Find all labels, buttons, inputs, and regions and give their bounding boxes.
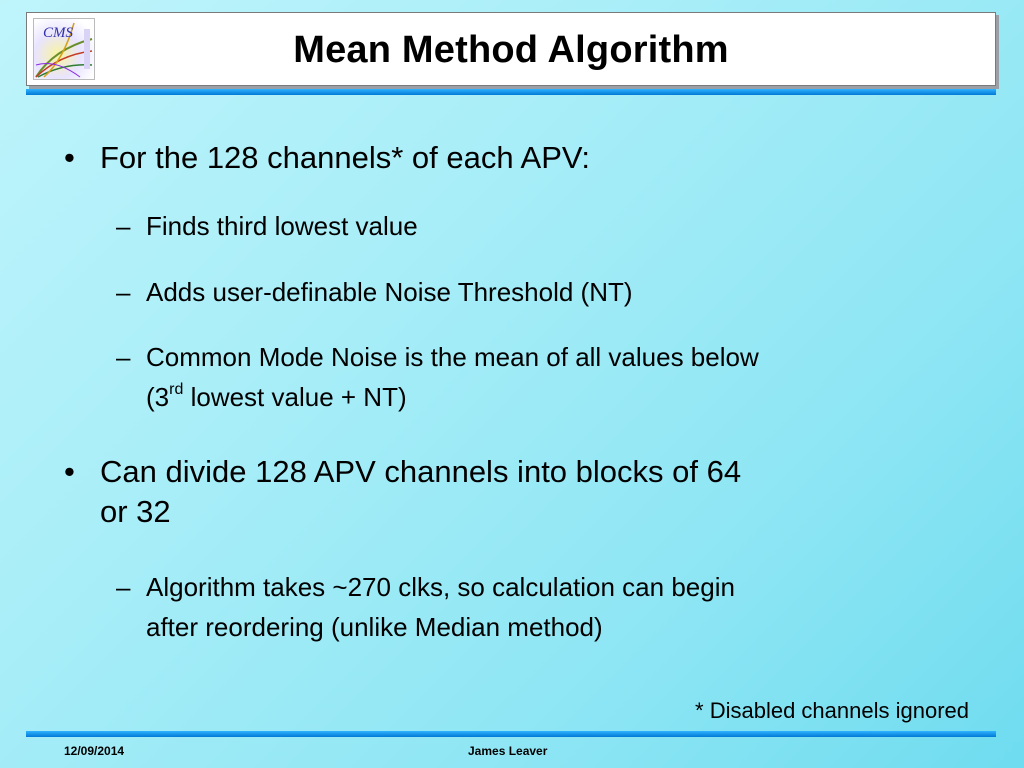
bullet-1 xyxy=(64,138,960,178)
footer-date: 12/09/2014 xyxy=(64,744,125,758)
bullet-glyph: • xyxy=(64,140,75,175)
cms-logo-text: CMS xyxy=(43,25,73,41)
bullet-1-sub-1-text: Finds third lowest value xyxy=(146,211,418,241)
dash-glyph: – xyxy=(116,572,131,602)
footer-author: James Leaver xyxy=(468,744,548,758)
bullet-1-sub-3-line-1: Common Mode Noise is the mean of all values below xyxy=(146,342,759,372)
dash-glyph: – xyxy=(116,211,131,241)
bullet-glyph: • xyxy=(64,454,75,489)
dash-glyph: – xyxy=(116,277,131,307)
bullet-2-sub-1-line-2: after reordering (unlike Median method) xyxy=(146,612,603,642)
slide-title: Mean Method Algorithm xyxy=(293,29,729,71)
bullet-2-line-2: or 32 xyxy=(100,494,171,529)
superscript-rd: rd xyxy=(169,381,184,398)
bullet-2-sub-1 xyxy=(116,567,966,647)
bullet-1-text: For the 128 channels* of each APV: xyxy=(100,140,591,175)
bullet-1-sub-3-line-2-post: lowest value + NT) xyxy=(183,382,407,412)
dash-glyph: – xyxy=(116,342,131,372)
bullet-1-sub-3-line-2-pre: (3 xyxy=(146,382,170,412)
bullet-1-sub-3 xyxy=(116,337,966,417)
bottom-divider xyxy=(26,731,996,737)
footnote: * Disabled channels ignored xyxy=(695,698,969,723)
bullet-2 xyxy=(64,452,960,532)
bullet-2-sub-1-line-1: Algorithm takes ~270 clks, so calculation can begin xyxy=(146,572,735,602)
bullet-2-line-1: Can divide 128 APV channels into blocks of 64 xyxy=(100,454,742,489)
bullet-1-sub-2 xyxy=(116,272,966,312)
bullet-1-sub-2-text: Adds user-definable Noise Threshold (NT) xyxy=(146,277,633,307)
bullet-1-sub-1 xyxy=(116,206,966,246)
